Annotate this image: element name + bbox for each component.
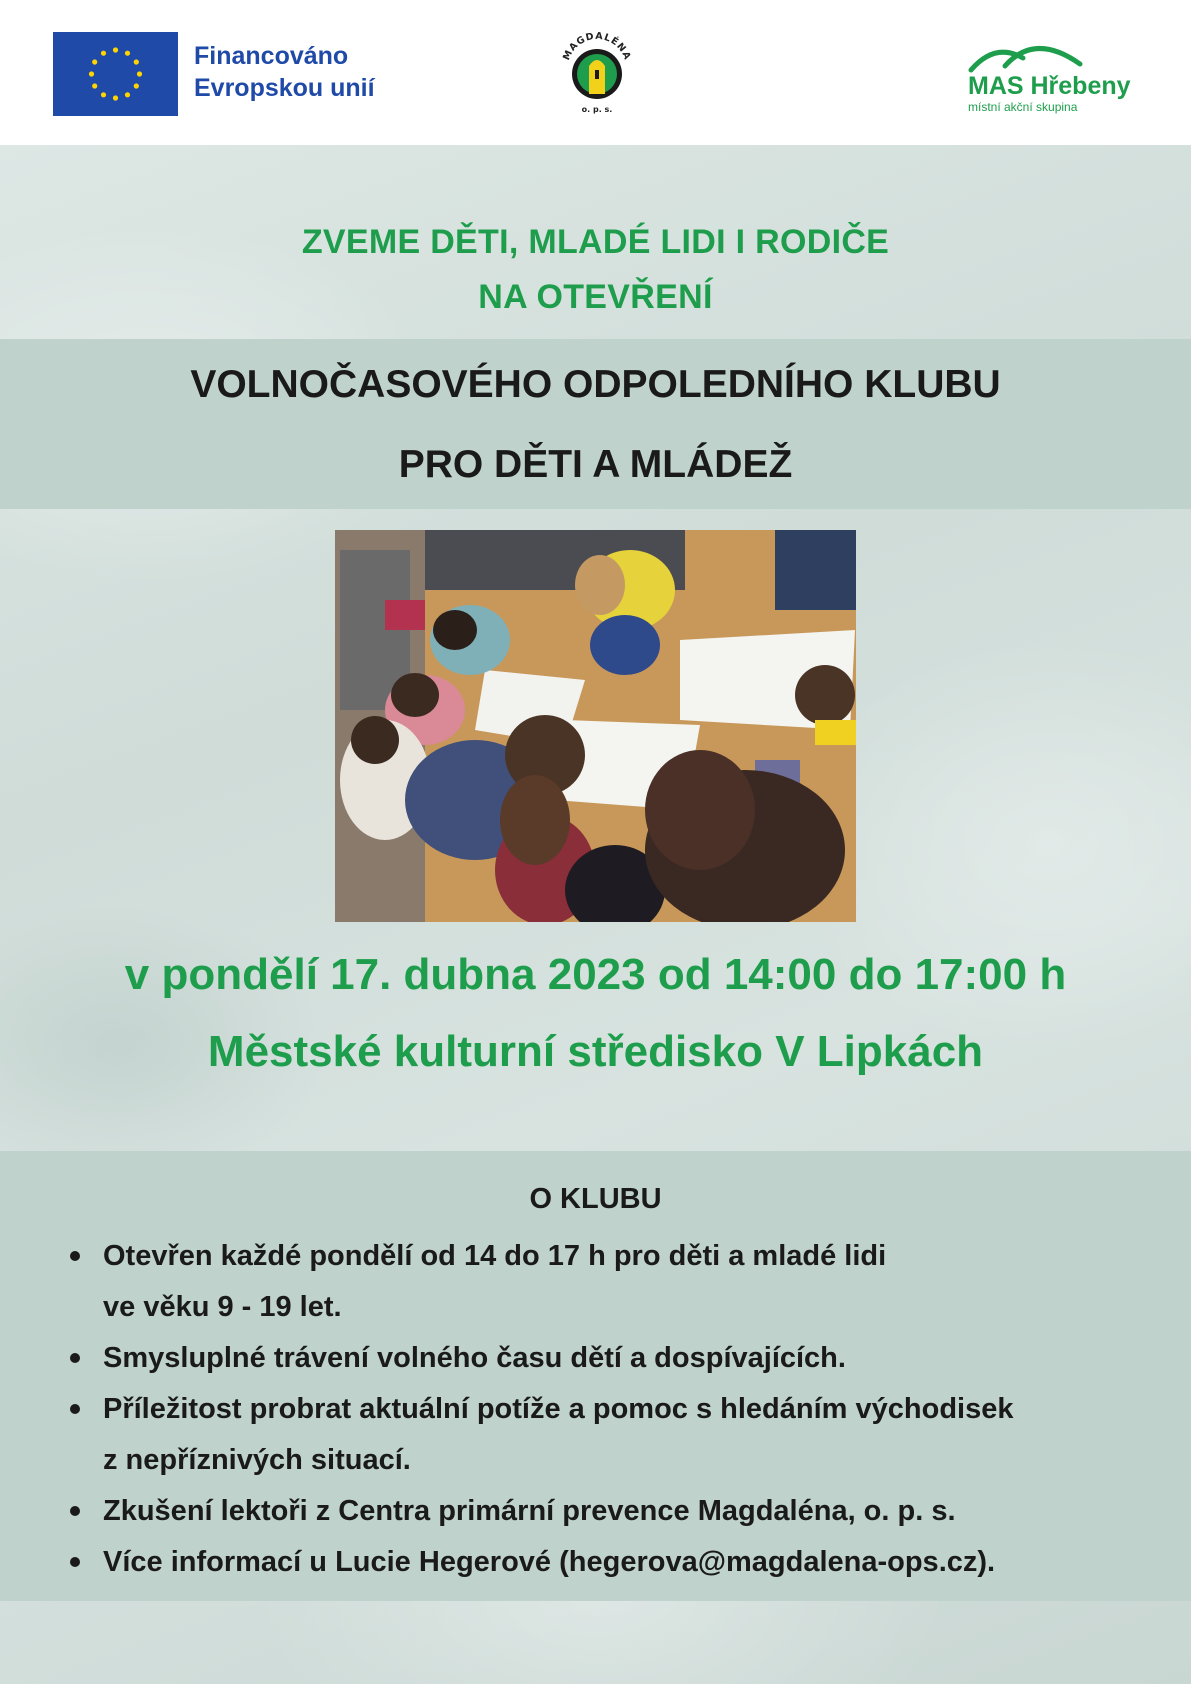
event-date-time: v pondělí 17. dubna 2023 od 14:00 do 17:00 h (124, 950, 1067, 999)
about-club-section (0, 1151, 1191, 1601)
eu-flag-icon (53, 32, 178, 116)
club-title-band (0, 339, 1191, 509)
list-item-line1: Zkušení lektoři z Centra primární prevence Magdaléna, o. p. s. (103, 1495, 956, 1527)
list-item (70, 1333, 1150, 1384)
invitation-line1: ZVEME DĚTI, MLADÉ LIDI I RODIČE (301, 223, 890, 261)
about-heading: O KLUBU (529, 1183, 662, 1215)
poster-body (0, 145, 1191, 1684)
eu-funding-line1: Financováno (194, 42, 349, 70)
bullet-icon (70, 1251, 80, 1261)
list-item-line1: Smysluplné trávení volného času dětí a dospívajících. (103, 1342, 846, 1374)
club-title-line1: VOLNOČASOVÉHO ODPOLEDNÍHO KLUBU (190, 363, 1001, 406)
invitation-heading (0, 215, 1191, 325)
bullet-icon (70, 1404, 80, 1414)
list-item (70, 1231, 1150, 1333)
magdalena-logo-subtext: o. p. s. (581, 105, 613, 114)
magdalena-logo-text: MAGDALÉNA (561, 30, 633, 63)
event-info (0, 945, 1191, 1082)
list-item-line1: Příležitost probrat aktuální potíže a pomoc s hledáním východisek (103, 1393, 1014, 1425)
hills-icon (965, 36, 1145, 76)
children-workshop-photo (335, 530, 856, 922)
eu-funding-text (194, 40, 375, 104)
list-item (70, 1537, 1150, 1588)
eu-funding-line2: Evropskou unií (194, 74, 375, 102)
list-item-line2: z nepříznivých situací. (103, 1444, 411, 1476)
mas-logo-name: MAS Hřebeny (968, 72, 1131, 100)
event-venue: Městské kulturní středisko V Lipkách (207, 1027, 984, 1076)
magdalena-logo (558, 26, 636, 116)
list-item-line1: Otevřen každé pondělí od 14 do 17 h pro děti a mladé lidi (103, 1240, 887, 1272)
mas-hrebeny-logo (965, 36, 1145, 116)
invitation-line2: NA OTEVŘENÍ (478, 278, 713, 316)
mas-logo-subtitle: místní akční skupina (968, 100, 1078, 114)
club-title-line2: PRO DĚTI A MLÁDEŽ (398, 443, 793, 486)
list-item-line2: ve věku 9 - 19 let. (103, 1291, 342, 1323)
list-item-line1: Více informací u Lucie Hegerové (hegerova@magdalena-ops.cz). (103, 1546, 996, 1578)
about-list (70, 1231, 1150, 1588)
bullet-icon (70, 1353, 80, 1363)
logo-bar (0, 0, 1191, 145)
bullet-icon (70, 1506, 80, 1516)
bullet-icon (70, 1557, 80, 1567)
list-item (70, 1486, 1150, 1537)
list-item (70, 1384, 1150, 1486)
